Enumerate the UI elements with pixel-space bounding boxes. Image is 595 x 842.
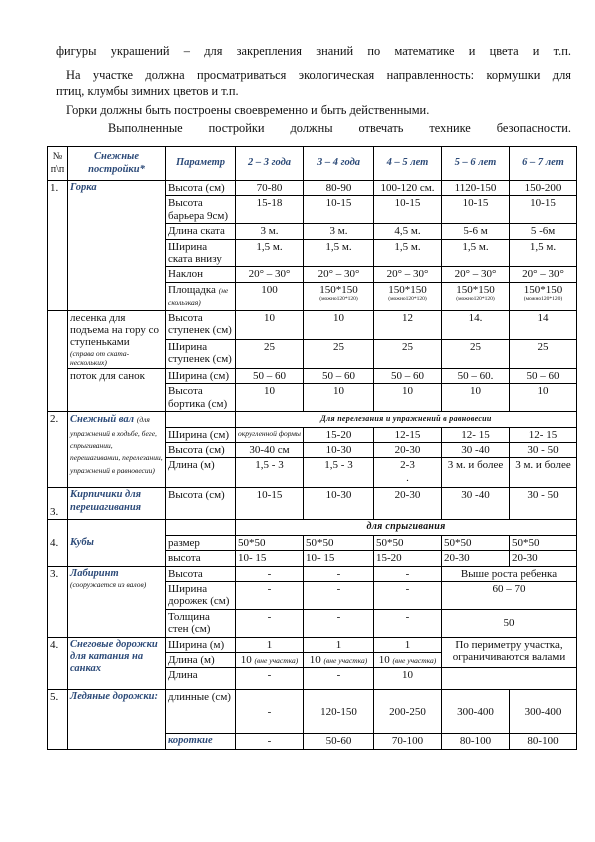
empty-cell: [442, 668, 577, 690]
value-cell: 4,5 м.: [374, 224, 442, 239]
value-cell: 3 м. и более: [510, 458, 577, 488]
value-cell: 50*50: [304, 535, 374, 550]
value-cell: 10-15: [442, 196, 510, 224]
intro-line-3: птиц, клумбы зимних цветов и т.п.: [56, 84, 239, 98]
value-cell: 300-400: [510, 690, 577, 734]
value-cell: 10-15: [510, 196, 577, 224]
structure-name: [68, 412, 166, 488]
param-cell: Ширина ската внизу: [166, 239, 236, 267]
value-cell: -: [236, 668, 304, 690]
value-cell: округленной формы: [236, 427, 304, 442]
param-cell: короткие: [166, 734, 236, 749]
value-cell: 30 - 50: [510, 442, 577, 457]
param-cell: Высота барьера 9см): [166, 196, 236, 224]
value-cell: 30 - 50: [510, 488, 577, 520]
value-cell: 1,5 м.: [304, 239, 374, 267]
value-cell: 10: [510, 384, 577, 412]
value-cell: 3 м. и более: [442, 458, 510, 488]
value-cell: 25: [442, 339, 510, 368]
value-cell: 10-15: [304, 196, 374, 224]
param-cell: Высота (см): [166, 442, 236, 457]
param-cell-empty: [166, 412, 236, 427]
span-title: для спрыгивания: [236, 520, 577, 535]
value-cell: 80-100: [442, 734, 510, 749]
value-cell: 3 м.: [304, 224, 374, 239]
value-cell: 120-150: [304, 690, 374, 734]
header-struct: Снежные постройки*: [68, 147, 166, 181]
structure-name: поток для санок: [68, 368, 166, 411]
row-num: 5.: [48, 690, 68, 749]
value-cell: 25: [510, 339, 577, 368]
value-cell: 12-15: [374, 427, 442, 442]
value-cell: 20° – 30°: [236, 267, 304, 282]
value-cell: 70-100: [374, 734, 442, 749]
value-cell: -: [304, 566, 374, 581]
value-cell: 12- 15: [510, 427, 577, 442]
value: 150*150: [523, 283, 563, 296]
structure-name: Кирпичики для перешагивания: [68, 488, 166, 520]
value-cell: 50*50: [236, 535, 304, 550]
header-num: № п\п: [48, 147, 68, 181]
value-cell: 50*50: [442, 535, 510, 550]
labyrinth-label: Лабиринт: [70, 567, 119, 579]
value-cell: -: [374, 581, 442, 609]
value-cell: 80-90: [304, 181, 374, 196]
value-cell: 30 -40: [442, 442, 510, 457]
value-dot: .: [406, 471, 409, 484]
value-cell: -: [236, 609, 304, 637]
param-cell: Высота (см): [166, 488, 236, 520]
table-row: [48, 181, 577, 196]
value-cell: 10: [304, 384, 374, 412]
value-cell: 10: [442, 384, 510, 412]
value-note: (вне участка): [323, 655, 368, 665]
value-cell: [510, 282, 577, 310]
param-cell: длинные (см): [166, 690, 236, 734]
param-cell: Наклон: [166, 267, 236, 282]
value-cell: -: [304, 668, 374, 690]
header-age-4: 5 – 6 лет: [442, 147, 510, 181]
labyrinth-note: (сооружается из валов): [70, 579, 147, 589]
value-cell: 25: [374, 339, 442, 368]
value-cell: 10- 15: [304, 551, 374, 566]
value-cell: 10- 15: [236, 551, 304, 566]
value-cell: 1,5 м.: [374, 239, 442, 267]
intro-line-2: На участке должна просматриваться экологическая направленность: кормушки для: [66, 68, 571, 82]
value-cell: [374, 282, 442, 310]
header-param: Параметр: [166, 147, 236, 181]
value-note: (можно120*120): [456, 296, 495, 303]
merged-value-cell: По периметру участка, ограничиваются валами: [442, 637, 577, 668]
value-cell: 100-120 см.: [374, 181, 442, 196]
param-cell: размер: [166, 535, 236, 550]
value-cell: 10-30: [304, 442, 374, 457]
ladder-note: (справа от ската-нескольких): [70, 348, 130, 367]
value-cell: -: [374, 609, 442, 637]
row-num: 4.: [48, 520, 68, 566]
value-cell: 1,5 м.: [510, 239, 577, 267]
val-label: Снежный вал: [70, 414, 135, 426]
table-row: [48, 368, 577, 383]
value-cell: 20-30: [510, 551, 577, 566]
value-cell: 1120-150: [442, 181, 510, 196]
table-row: [48, 690, 577, 734]
value-note: (можно120*120): [523, 296, 563, 303]
value-cell: 1,5 м.: [236, 239, 304, 267]
value-cell: 20° – 30°: [442, 267, 510, 282]
structure-name: Ледяные дорожки:: [68, 690, 166, 749]
row-num: 3.: [48, 566, 68, 637]
param-cell: Длина (м): [166, 652, 236, 667]
row-num: 1.: [48, 181, 68, 311]
value-cell: -: [236, 581, 304, 609]
value-cell: 50 – 60: [374, 368, 442, 383]
value-cell: 1: [236, 637, 304, 652]
value-cell: [442, 282, 510, 310]
param-cell: Ширина ступенек (см): [166, 339, 236, 368]
param-cell: Ширина дорожек (см): [166, 581, 236, 609]
structure-name: Снеговые дорожки для катания на санках: [68, 637, 166, 690]
value-cell: 20° – 30°: [374, 267, 442, 282]
header-row: [48, 147, 577, 181]
param-cell: Ширина (м): [166, 637, 236, 652]
value-cell: 10: [304, 310, 374, 339]
ladder-label: лесенка для подъема на гору со ступеньками: [70, 311, 159, 349]
value: 10: [309, 653, 321, 666]
value-cell: [236, 652, 304, 667]
value-cell: 50*50: [374, 535, 442, 550]
row-num: 3.: [48, 488, 68, 520]
param-cell: Высота: [166, 566, 236, 581]
param-cell: Длина (м): [166, 458, 236, 488]
header-age-5: 6 – 7 лет: [510, 147, 577, 181]
param-cell: Длина ската: [166, 224, 236, 239]
structure-name: [68, 566, 166, 637]
value-cell: 25: [236, 339, 304, 368]
intro-line-1: фигуры украшений – для закрепления знаний по математике и цвета и т.п.: [56, 44, 571, 58]
value-cell: 70-80: [236, 181, 304, 196]
value-cell: 15-18: [236, 196, 304, 224]
param-cell: Высота ступенек (см): [166, 310, 236, 339]
value-cell: 5-6 м: [442, 224, 510, 239]
value-cell: 15-20: [304, 427, 374, 442]
value-cell: 20° – 30°: [510, 267, 577, 282]
value-cell: 50 – 60: [510, 368, 577, 383]
value-cell: 20° – 30°: [304, 267, 374, 282]
value-cell: 1,5 - 3: [304, 458, 374, 488]
value-cell: 50-60: [304, 734, 374, 749]
value-cell: 12- 15: [442, 427, 510, 442]
value: 2-3: [400, 459, 415, 472]
value-note: (можно120*120): [319, 296, 358, 303]
intro-line-5: Выполненные постройки должны отвечать технике безопасности.: [108, 121, 571, 135]
param-cell-empty: [166, 520, 236, 535]
snow-buildings-table: [47, 146, 577, 750]
value-cell: 50 – 60.: [442, 368, 510, 383]
value-cell: 1: [374, 637, 442, 652]
table-row: [48, 637, 577, 652]
table-row: [48, 520, 577, 535]
value-cell: -: [236, 566, 304, 581]
value-cell: 12: [374, 310, 442, 339]
value-cell: [304, 652, 374, 667]
value-cell: 14.: [442, 310, 510, 339]
value-cell: 300-400: [442, 690, 510, 734]
value-cell: 5 -6м: [510, 224, 577, 239]
intro-line-4: Горки должны быть построены своевременно и быть действенными.: [66, 103, 430, 117]
row-num: 4.: [48, 637, 68, 690]
value-cell: -: [304, 609, 374, 637]
value-cell: 20-30: [374, 488, 442, 520]
value-cell: 1,5 м.: [442, 239, 510, 267]
value: 150*150: [388, 283, 427, 296]
value-cell: 50 – 60: [304, 368, 374, 383]
value-cell: 10-15: [236, 488, 304, 520]
table-row: [48, 566, 577, 581]
value-note: (вне участка): [254, 655, 299, 665]
value-cell: 50*50: [510, 535, 577, 550]
header-age-2: 3 – 4 года: [304, 147, 374, 181]
param-cell: Толщина стен (см): [166, 609, 236, 637]
value-cell: 80-100: [510, 734, 577, 749]
span-title: Для перелезания и упражнений в равновесии: [236, 412, 577, 427]
structure-name: Кубы: [68, 520, 166, 566]
param-label: Площадка: [168, 283, 216, 296]
param-cell: Ширина (см): [166, 368, 236, 383]
value-note: (можно120*120): [388, 296, 427, 303]
value-cell: 150-200: [510, 181, 577, 196]
merged-value-cell: Выше роста ребенка: [442, 566, 577, 581]
value-cell: 3 м.: [236, 224, 304, 239]
value: 150*150: [456, 283, 495, 296]
merged-value-cell: 60 – 70: [442, 581, 577, 609]
value-cell: 10: [236, 384, 304, 412]
value-cell: 30-40 см: [236, 442, 304, 457]
structure-name: [68, 310, 166, 368]
value: 150*150: [319, 283, 358, 296]
value-cell: 1,5 - 3: [236, 458, 304, 488]
param-cell: Ширина (см): [166, 427, 236, 442]
value-cell: [374, 458, 442, 488]
val-note: (для упражнений в ходьбе, беге, спрыгивании, перешагивании, перелезании, упражнений в равновесии): [70, 415, 163, 475]
value-cell: 15-20: [374, 551, 442, 566]
value-note: (вне участка): [392, 655, 437, 665]
merged-value-cell: 50: [442, 609, 577, 637]
param-cell: высота: [166, 551, 236, 566]
value-cell: 20-30: [442, 551, 510, 566]
value-cell: 10-15: [374, 196, 442, 224]
row-num-empty: [48, 310, 68, 411]
value-cell: 30 -40: [442, 488, 510, 520]
value-cell: 25: [304, 339, 374, 368]
value-cell: 100: [236, 282, 304, 310]
value-cell: 10: [374, 668, 442, 690]
value-cell: -: [236, 734, 304, 749]
value-cell: 10: [374, 384, 442, 412]
value-cell: 200-250: [374, 690, 442, 734]
value: 10: [378, 653, 390, 666]
value-cell: 1: [304, 637, 374, 652]
value-cell: [374, 652, 442, 667]
structure-name: Горка: [68, 181, 166, 311]
value-cell: -: [236, 690, 304, 734]
value-cell: 10: [236, 310, 304, 339]
value-cell: 20-30: [374, 442, 442, 457]
row-num: 2.: [48, 412, 68, 488]
value-cell: -: [374, 566, 442, 581]
param-cell: Высота (см): [166, 181, 236, 196]
param-note: (не скользкая): [168, 285, 229, 308]
param-cell: Высота бортика (см): [166, 384, 236, 412]
table-row: [48, 310, 577, 339]
value-cell: 50 – 60: [236, 368, 304, 383]
value-cell: 10-30: [304, 488, 374, 520]
param-cell: [166, 282, 236, 310]
value-cell: -: [304, 581, 374, 609]
table-row: [48, 488, 577, 520]
value-cell: [304, 282, 374, 310]
header-age-1: 2 – 3 года: [236, 147, 304, 181]
value: 10: [240, 653, 252, 666]
table-row: [48, 412, 577, 427]
value-cell: 14: [510, 310, 577, 339]
param-cell: Длина: [166, 668, 236, 690]
header-age-3: 4 – 5 лет: [374, 147, 442, 181]
